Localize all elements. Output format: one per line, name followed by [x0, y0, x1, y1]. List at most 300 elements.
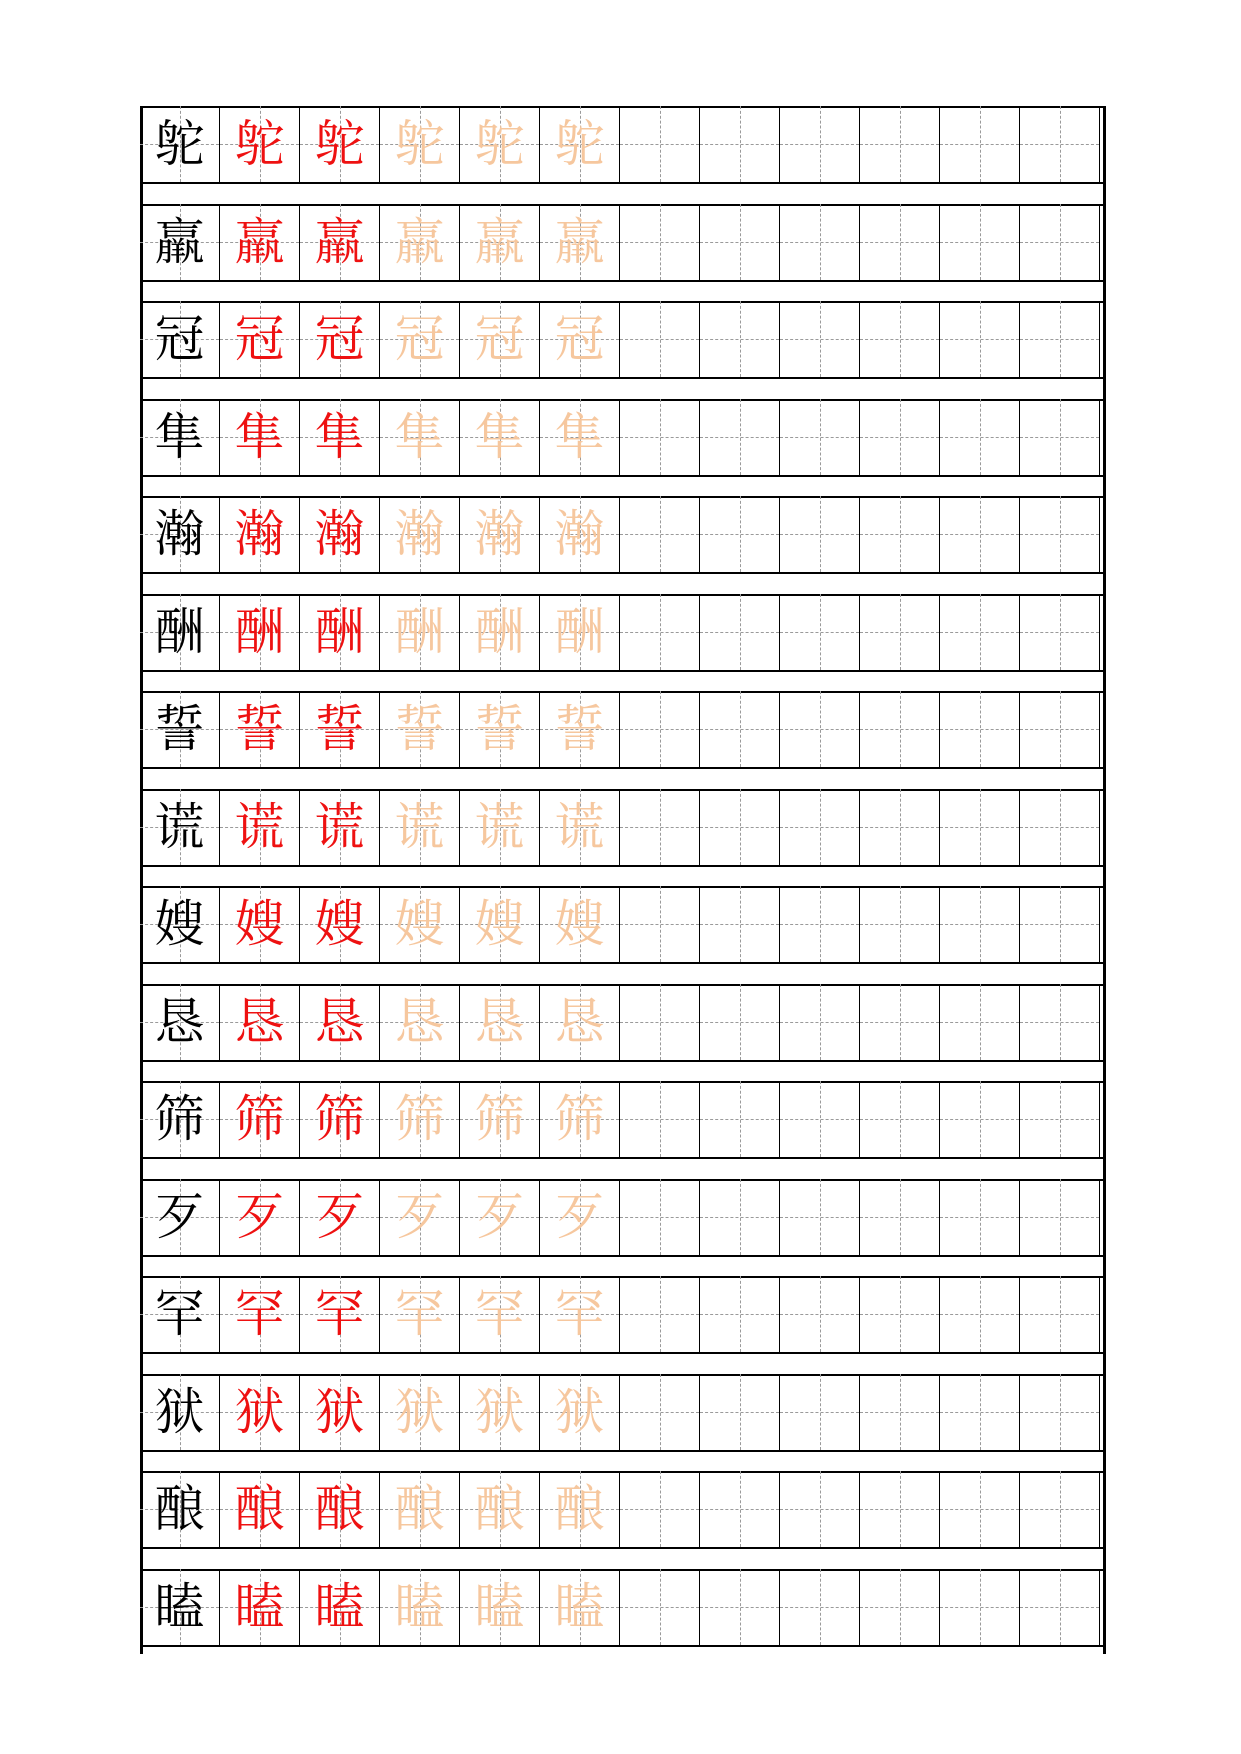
model-character: 嫂 — [154, 895, 205, 953]
red-character-cell — [220, 1471, 300, 1547]
red-character: 誓 — [234, 700, 285, 758]
writing-cell[interactable] — [700, 1471, 780, 1547]
trace-character-cell — [540, 594, 620, 670]
writing-cell[interactable] — [1020, 594, 1100, 670]
trace-character: 瀚 — [474, 505, 525, 563]
trace-character-cell — [460, 594, 540, 670]
writing-cell[interactable] — [940, 594, 1020, 670]
row-bottom-rule — [140, 1157, 1106, 1159]
writing-cell[interactable] — [940, 399, 1020, 475]
trace-character-cell — [380, 399, 460, 475]
model-character: 酬 — [154, 603, 205, 661]
writing-cell[interactable] — [860, 594, 940, 670]
practice-row — [140, 399, 1106, 475]
practice-row — [140, 886, 1106, 962]
writing-cell[interactable] — [620, 1569, 700, 1645]
red-character: 瞌 — [234, 1578, 285, 1636]
writing-cell[interactable] — [780, 301, 860, 377]
writing-cell[interactable] — [700, 984, 780, 1060]
trace-character: 歹 — [554, 1188, 605, 1246]
writing-cell[interactable] — [940, 1179, 1020, 1255]
practice-row — [140, 984, 1106, 1060]
red-character: 谎 — [234, 798, 285, 856]
writing-cell[interactable] — [700, 1276, 780, 1352]
writing-cell[interactable] — [940, 106, 1020, 182]
red-character: 冠 — [314, 310, 365, 368]
red-character-cell — [220, 301, 300, 377]
red-character: 谎 — [314, 798, 365, 856]
row-bottom-rule — [140, 1060, 1106, 1062]
trace-character: 酬 — [474, 603, 525, 661]
writing-cell[interactable] — [700, 1374, 780, 1450]
writing-cell[interactable] — [620, 399, 700, 475]
model-character-cell — [140, 691, 220, 767]
writing-cell[interactable] — [620, 594, 700, 670]
row-bottom-rule — [140, 1255, 1106, 1257]
writing-cell[interactable] — [780, 1081, 860, 1157]
writing-cell[interactable] — [1020, 106, 1100, 182]
red-character-cell — [300, 1374, 380, 1450]
trace-character-cell — [380, 789, 460, 865]
model-character: 瀚 — [154, 505, 205, 563]
trace-character: 酿 — [394, 1480, 445, 1538]
trace-character: 谎 — [474, 798, 525, 856]
trace-character: 鸵 — [474, 115, 525, 173]
trace-character-cell — [540, 984, 620, 1060]
trace-character-cell — [460, 691, 540, 767]
trace-character-cell — [380, 594, 460, 670]
red-character-cell — [220, 1276, 300, 1352]
writing-cell[interactable] — [780, 984, 860, 1060]
trace-character-cell — [460, 1276, 540, 1352]
writing-cell[interactable] — [780, 789, 860, 865]
writing-cell[interactable] — [860, 691, 940, 767]
trace-character-cell — [540, 1276, 620, 1352]
trace-character-cell — [540, 204, 620, 280]
writing-cell[interactable] — [1020, 1179, 1100, 1255]
trace-character-cell — [380, 984, 460, 1060]
model-character: 誓 — [154, 700, 205, 758]
trace-character-cell — [540, 789, 620, 865]
red-character: 恳 — [314, 993, 365, 1051]
writing-cell[interactable] — [620, 1471, 700, 1547]
writing-cell[interactable] — [700, 691, 780, 767]
row-bottom-rule — [140, 1547, 1106, 1549]
trace-character-cell — [460, 984, 540, 1060]
writing-cell[interactable] — [620, 1081, 700, 1157]
trace-character-cell — [540, 1179, 620, 1255]
writing-cell[interactable] — [1020, 984, 1100, 1060]
model-character-cell — [140, 1179, 220, 1255]
red-character: 瀚 — [314, 505, 365, 563]
writing-cell[interactable] — [700, 789, 780, 865]
writing-cell[interactable] — [620, 886, 700, 962]
writing-cell[interactable] — [620, 984, 700, 1060]
writing-cell[interactable] — [780, 1471, 860, 1547]
writing-cell[interactable] — [860, 1569, 940, 1645]
trace-character-cell — [380, 1276, 460, 1352]
model-character: 罕 — [154, 1285, 205, 1343]
red-character-cell — [220, 886, 300, 962]
writing-cell[interactable] — [780, 496, 860, 572]
red-character-cell — [300, 301, 380, 377]
writing-cell[interactable] — [780, 1569, 860, 1645]
writing-cell[interactable] — [700, 204, 780, 280]
practice-row — [140, 1276, 1106, 1352]
writing-cell[interactable] — [700, 496, 780, 572]
writing-cell[interactable] — [860, 1081, 940, 1157]
writing-cell[interactable] — [860, 204, 940, 280]
trace-character-cell — [540, 399, 620, 475]
practice-row — [140, 1374, 1106, 1450]
trace-character: 恳 — [474, 993, 525, 1051]
practice-row — [140, 106, 1106, 182]
writing-cell[interactable] — [1020, 1081, 1100, 1157]
practice-row — [140, 301, 1106, 377]
red-character-cell — [220, 1081, 300, 1157]
red-character: 筛 — [234, 1090, 285, 1148]
red-character: 罕 — [234, 1285, 285, 1343]
row-bottom-rule — [140, 767, 1106, 769]
practice-row — [140, 1179, 1106, 1255]
writing-cell[interactable] — [700, 1569, 780, 1645]
model-character-cell — [140, 1081, 220, 1157]
writing-cell[interactable] — [860, 1471, 940, 1547]
trace-character: 隼 — [474, 408, 525, 466]
writing-cell[interactable] — [620, 204, 700, 280]
trace-character-cell — [380, 301, 460, 377]
trace-character: 筛 — [394, 1090, 445, 1148]
trace-character-cell — [380, 691, 460, 767]
red-character-cell — [300, 1081, 380, 1157]
red-character-cell — [300, 984, 380, 1060]
red-character: 酬 — [234, 603, 285, 661]
model-character: 狱 — [154, 1383, 205, 1441]
red-character-cell — [300, 886, 380, 962]
red-character: 鸵 — [234, 115, 285, 173]
trace-character-cell — [460, 301, 540, 377]
writing-cell[interactable] — [860, 1179, 940, 1255]
writing-cell[interactable] — [620, 496, 700, 572]
trace-character: 筛 — [474, 1090, 525, 1148]
red-character-cell — [220, 204, 300, 280]
red-character-cell — [220, 789, 300, 865]
trace-character-cell — [540, 106, 620, 182]
writing-cell[interactable] — [1020, 1569, 1100, 1645]
writing-cell[interactable] — [940, 691, 1020, 767]
trace-character: 鸵 — [554, 115, 605, 173]
model-character: 谎 — [154, 798, 205, 856]
red-character: 嫂 — [314, 895, 365, 953]
red-character: 酬 — [314, 603, 365, 661]
writing-cell[interactable] — [860, 399, 940, 475]
red-character-cell — [300, 106, 380, 182]
red-character: 酿 — [314, 1480, 365, 1538]
model-character-cell — [140, 594, 220, 670]
model-character: 羸 — [154, 213, 205, 271]
writing-cell[interactable] — [780, 1276, 860, 1352]
practice-row — [140, 789, 1106, 865]
row-bottom-rule — [140, 1352, 1106, 1354]
trace-character: 歹 — [474, 1188, 525, 1246]
writing-cell[interactable] — [780, 1179, 860, 1255]
row-bottom-rule — [140, 1645, 1106, 1647]
red-character-cell — [220, 1569, 300, 1645]
trace-character: 瞌 — [474, 1578, 525, 1636]
row-bottom-rule — [140, 670, 1106, 672]
trace-character-cell — [540, 496, 620, 572]
writing-cell[interactable] — [700, 594, 780, 670]
trace-character: 酬 — [394, 603, 445, 661]
trace-character-cell — [380, 1569, 460, 1645]
trace-character: 罕 — [474, 1285, 525, 1343]
red-character: 鸵 — [314, 115, 365, 173]
writing-cell[interactable] — [620, 106, 700, 182]
red-character-cell — [300, 691, 380, 767]
model-character-cell — [140, 301, 220, 377]
writing-cell[interactable] — [620, 301, 700, 377]
writing-cell[interactable] — [940, 984, 1020, 1060]
model-character-cell — [140, 496, 220, 572]
practice-row — [140, 691, 1106, 767]
writing-cell[interactable] — [940, 496, 1020, 572]
writing-cell[interactable] — [940, 1276, 1020, 1352]
model-character: 隼 — [154, 408, 205, 466]
trace-character-cell — [460, 789, 540, 865]
trace-character-cell — [380, 1471, 460, 1547]
trace-character: 冠 — [474, 310, 525, 368]
writing-cell[interactable] — [1020, 1276, 1100, 1352]
writing-cell[interactable] — [780, 886, 860, 962]
trace-character-cell — [460, 886, 540, 962]
writing-cell[interactable] — [860, 301, 940, 377]
model-character-cell — [140, 789, 220, 865]
trace-character-cell — [380, 886, 460, 962]
writing-cell[interactable] — [1020, 204, 1100, 280]
model-character-cell — [140, 984, 220, 1060]
model-character: 鸵 — [154, 115, 205, 173]
red-character-cell — [300, 1569, 380, 1645]
red-character-cell — [300, 399, 380, 475]
red-character-cell — [300, 496, 380, 572]
trace-character-cell — [540, 1081, 620, 1157]
writing-cell[interactable] — [620, 1374, 700, 1450]
trace-character: 瀚 — [554, 505, 605, 563]
trace-character: 羸 — [554, 213, 605, 271]
writing-cell[interactable] — [1020, 1374, 1100, 1450]
trace-character: 狱 — [474, 1383, 525, 1441]
writing-cell[interactable] — [780, 691, 860, 767]
writing-cell[interactable] — [620, 789, 700, 865]
trace-character-cell — [460, 1374, 540, 1450]
trace-character: 罕 — [394, 1285, 445, 1343]
model-character-cell — [140, 1374, 220, 1450]
writing-cell[interactable] — [620, 691, 700, 767]
trace-character: 恳 — [394, 993, 445, 1051]
red-character-cell — [220, 1374, 300, 1450]
practice-sheet — [140, 106, 1106, 1654]
row-bottom-rule — [140, 377, 1106, 379]
writing-cell[interactable] — [860, 789, 940, 865]
red-character-cell — [220, 984, 300, 1060]
trace-character: 谎 — [554, 798, 605, 856]
writing-cell[interactable] — [780, 399, 860, 475]
writing-cell[interactable] — [860, 106, 940, 182]
writing-cell[interactable] — [620, 1276, 700, 1352]
trace-character-cell — [460, 496, 540, 572]
trace-character: 瀚 — [394, 505, 445, 563]
red-character: 誓 — [314, 700, 365, 758]
trace-character: 誓 — [554, 700, 605, 758]
row-bottom-rule — [140, 280, 1106, 282]
red-character-cell — [220, 106, 300, 182]
row-bottom-rule — [140, 962, 1106, 964]
trace-character-cell — [460, 1179, 540, 1255]
model-character-cell — [140, 1276, 220, 1352]
trace-character: 嫂 — [394, 895, 445, 953]
writing-cell[interactable] — [940, 301, 1020, 377]
writing-cell[interactable] — [1020, 1471, 1100, 1547]
writing-cell[interactable] — [780, 106, 860, 182]
trace-character-cell — [460, 1081, 540, 1157]
trace-character-cell — [460, 1471, 540, 1547]
trace-character: 谎 — [394, 798, 445, 856]
writing-cell[interactable] — [1020, 886, 1100, 962]
writing-cell[interactable] — [860, 886, 940, 962]
writing-cell[interactable] — [620, 1179, 700, 1255]
model-character-cell — [140, 886, 220, 962]
red-character-cell — [220, 1179, 300, 1255]
writing-cell[interactable] — [700, 106, 780, 182]
model-character: 酿 — [154, 1480, 205, 1538]
trace-character: 隼 — [554, 408, 605, 466]
trace-character: 嫂 — [474, 895, 525, 953]
red-character-cell — [300, 1471, 380, 1547]
row-bottom-rule — [140, 182, 1106, 184]
red-character-cell — [300, 594, 380, 670]
writing-cell[interactable] — [700, 301, 780, 377]
writing-cell[interactable] — [940, 1081, 1020, 1157]
trace-character: 冠 — [554, 310, 605, 368]
trace-character: 酬 — [554, 603, 605, 661]
trace-character: 嫂 — [554, 895, 605, 953]
red-character-cell — [220, 496, 300, 572]
red-character-cell — [300, 1276, 380, 1352]
red-character: 瀚 — [234, 505, 285, 563]
model-character: 歹 — [154, 1188, 205, 1246]
writing-cell[interactable] — [940, 1471, 1020, 1547]
trace-character: 狱 — [394, 1383, 445, 1441]
trace-character: 酿 — [474, 1480, 525, 1538]
trace-character: 鸵 — [394, 115, 445, 173]
row-bottom-rule — [140, 572, 1106, 574]
trace-character: 筛 — [554, 1090, 605, 1148]
trace-character: 瞌 — [554, 1578, 605, 1636]
writing-cell[interactable] — [860, 1276, 940, 1352]
writing-cell[interactable] — [1020, 691, 1100, 767]
trace-character-cell — [460, 106, 540, 182]
writing-cell[interactable] — [860, 984, 940, 1060]
writing-cell[interactable] — [860, 1374, 940, 1450]
model-character-cell — [140, 106, 220, 182]
red-character: 酿 — [234, 1480, 285, 1538]
trace-character-cell — [460, 204, 540, 280]
trace-character: 隼 — [394, 408, 445, 466]
writing-cell[interactable] — [700, 399, 780, 475]
trace-character: 歹 — [394, 1188, 445, 1246]
trace-character-cell — [540, 301, 620, 377]
red-character-cell — [300, 204, 380, 280]
writing-cell[interactable] — [700, 1081, 780, 1157]
writing-cell[interactable] — [700, 886, 780, 962]
writing-cell[interactable] — [780, 204, 860, 280]
trace-character-cell — [540, 886, 620, 962]
red-character: 冠 — [234, 310, 285, 368]
trace-character-cell — [380, 1179, 460, 1255]
trace-character-cell — [460, 1569, 540, 1645]
red-character-cell — [220, 594, 300, 670]
red-character-cell — [220, 691, 300, 767]
model-character: 恳 — [154, 993, 205, 1051]
model-character-cell — [140, 399, 220, 475]
writing-cell[interactable] — [940, 789, 1020, 865]
red-character: 嫂 — [234, 895, 285, 953]
red-character: 隼 — [234, 408, 285, 466]
trace-character-cell — [380, 1374, 460, 1450]
writing-cell[interactable] — [1020, 301, 1100, 377]
practice-row — [140, 1569, 1106, 1645]
red-character-cell — [300, 789, 380, 865]
writing-cell[interactable] — [700, 1179, 780, 1255]
red-character: 歹 — [234, 1188, 285, 1246]
writing-cell[interactable] — [1020, 789, 1100, 865]
trace-character-cell — [380, 106, 460, 182]
trace-character-cell — [540, 1374, 620, 1450]
trace-character: 誓 — [474, 700, 525, 758]
model-character-cell — [140, 1569, 220, 1645]
writing-cell[interactable] — [1020, 496, 1100, 572]
row-bottom-rule — [140, 1450, 1106, 1452]
writing-cell[interactable] — [940, 204, 1020, 280]
writing-cell[interactable] — [940, 1374, 1020, 1450]
writing-cell[interactable] — [940, 1569, 1020, 1645]
red-character: 狱 — [234, 1383, 285, 1441]
trace-character: 冠 — [394, 310, 445, 368]
practice-row — [140, 1081, 1106, 1157]
red-character: 狱 — [314, 1383, 365, 1441]
model-character: 筛 — [154, 1090, 205, 1148]
writing-cell[interactable] — [940, 886, 1020, 962]
red-character: 恳 — [234, 993, 285, 1051]
red-character: 瞌 — [314, 1578, 365, 1636]
row-bottom-rule — [140, 865, 1106, 867]
red-character: 歹 — [314, 1188, 365, 1246]
writing-cell[interactable] — [860, 496, 940, 572]
practice-row — [140, 496, 1106, 572]
writing-cell[interactable] — [780, 1374, 860, 1450]
model-character-cell — [140, 204, 220, 280]
trace-character: 瞌 — [394, 1578, 445, 1636]
trace-character-cell — [380, 496, 460, 572]
trace-character: 誓 — [394, 700, 445, 758]
writing-cell[interactable] — [1020, 399, 1100, 475]
model-character: 瞌 — [154, 1578, 205, 1636]
trace-character: 狱 — [554, 1383, 605, 1441]
writing-cell[interactable] — [780, 594, 860, 670]
red-character: 筛 — [314, 1090, 365, 1148]
trace-character-cell — [540, 1471, 620, 1547]
trace-character-cell — [380, 1081, 460, 1157]
